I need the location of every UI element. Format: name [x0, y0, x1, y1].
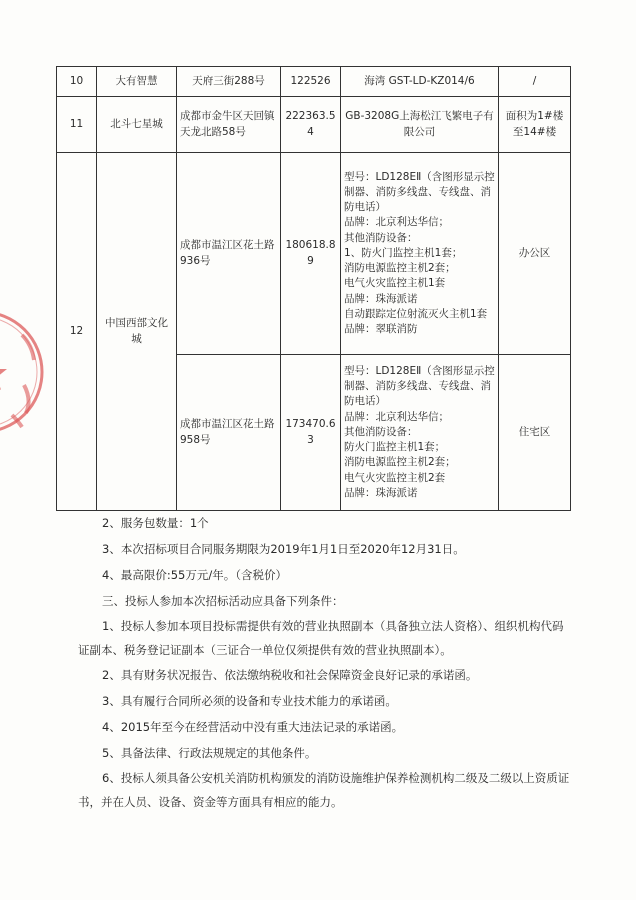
project-address: 成都市温江区花土路936号 — [177, 153, 281, 355]
equipment-line: 型号：LD128EⅡ（含图形显示控制器、消防多线盘、专线盘、消防电话） — [344, 365, 495, 408]
equipment — [341, 355, 499, 511]
project-name: 大有智慧 — [97, 67, 177, 97]
red-seal-stamp — [0, 305, 62, 440]
section-heading: 三、投标人参加本次招标活动应具备下列条件： — [102, 594, 344, 608]
equipment-line: 品牌：北京利达华信； — [344, 410, 449, 423]
paragraph: 4、2015年至今在经营活动中没有重大违法记录的承诺函。 — [102, 720, 404, 734]
project-address: 天府三街288号 — [177, 67, 281, 97]
table-row — [57, 153, 571, 355]
equipment-line: 品牌：珠海派诺 — [344, 292, 418, 305]
equipment — [341, 153, 499, 355]
equipment-line: 电气火灾监控主机2套 — [344, 471, 446, 484]
note: / — [499, 67, 571, 97]
equipment-line: 1、防火门监控主机1套； — [344, 246, 463, 259]
note: 住宅区 — [499, 355, 571, 511]
note: 办公区 — [499, 153, 571, 355]
table-row — [57, 97, 571, 153]
paragraph: 6、投标人须具备公安机关消防机构颁发的消防设施维护保养检测机构二级及二级以上资质证书，并在人员、设备、资金等方面具有相应的能力。 — [78, 771, 570, 809]
row-number: 12 — [57, 153, 97, 511]
equipment-line: 型号：LD128EⅡ（含图形显示控制器、消防多线盘、专线盘、消防电话） — [344, 170, 495, 214]
paragraph: 4、最高限价:55万元/年。（含税价） — [102, 568, 287, 582]
project-area: 122526 — [281, 67, 341, 97]
equipment-line: 消防电源监控主机2套； — [344, 262, 456, 275]
equipment-line: 其他消防设备： — [344, 231, 418, 244]
paragraph: 3、具有履行合同所必须的设备和专业技术能力的承诺函。 — [102, 694, 397, 708]
project-name: 中国西部文化城 — [97, 153, 177, 511]
row-number: 11 — [57, 97, 97, 153]
project-address: 成都市金牛区天回镇天龙北路58号 — [177, 97, 281, 153]
project-table — [56, 66, 571, 511]
equipment: GB-3208G上海松江飞繁电子有限公司 — [341, 97, 499, 153]
project-area: 173470.63 — [281, 355, 341, 511]
equipment-line: 其他消防设备： — [344, 425, 418, 438]
paragraph: 2、服务包数量：1个 — [102, 516, 209, 530]
project-area: 180618.89 — [281, 153, 341, 355]
equipment-line: 品牌：珠海派诺 — [344, 486, 418, 499]
row-number: 10 — [57, 67, 97, 97]
project-address: 成都市温江区花土路958号 — [177, 355, 281, 511]
note: 面积为1#楼至14#楼 — [499, 97, 571, 153]
equipment-line: 品牌：北京利达华信； — [344, 216, 449, 229]
paragraph: 3、本次招标项目合同服务期限为2019年1月1日至2020年12月31日。 — [102, 542, 465, 556]
paragraph: 5、具备法律、行政法规规定的其他条件。 — [102, 746, 317, 760]
equipment-line: 消防电源监控主机2套； — [344, 456, 456, 469]
equipment-line: 自动跟踪定位射流灭火主机1套 — [344, 307, 488, 320]
equipment-line: 品牌：翠联消防 — [344, 322, 418, 335]
equipment-line: 防火门监控主机1套； — [344, 441, 446, 454]
project-name: 北斗七星城 — [97, 97, 177, 153]
paragraph: 2、具有财务状况报告、依法缴纳税收和社会保障资金良好记录的承诺函。 — [102, 668, 478, 682]
equipment: 海湾 GST-LD-KZ014/6 — [341, 67, 499, 97]
table-row — [57, 67, 571, 97]
project-area: 222363.54 — [281, 97, 341, 153]
equipment-line: 电气火灾监控主机1套 — [344, 277, 446, 290]
paragraph: 1、投标人参加本项目投标需提供有效的营业执照副本（具备独立法人资格）、组织机构代码证副本、税务登记证副本（三证合一单位仅须提供有效的营业执照副本）。 — [78, 619, 564, 657]
